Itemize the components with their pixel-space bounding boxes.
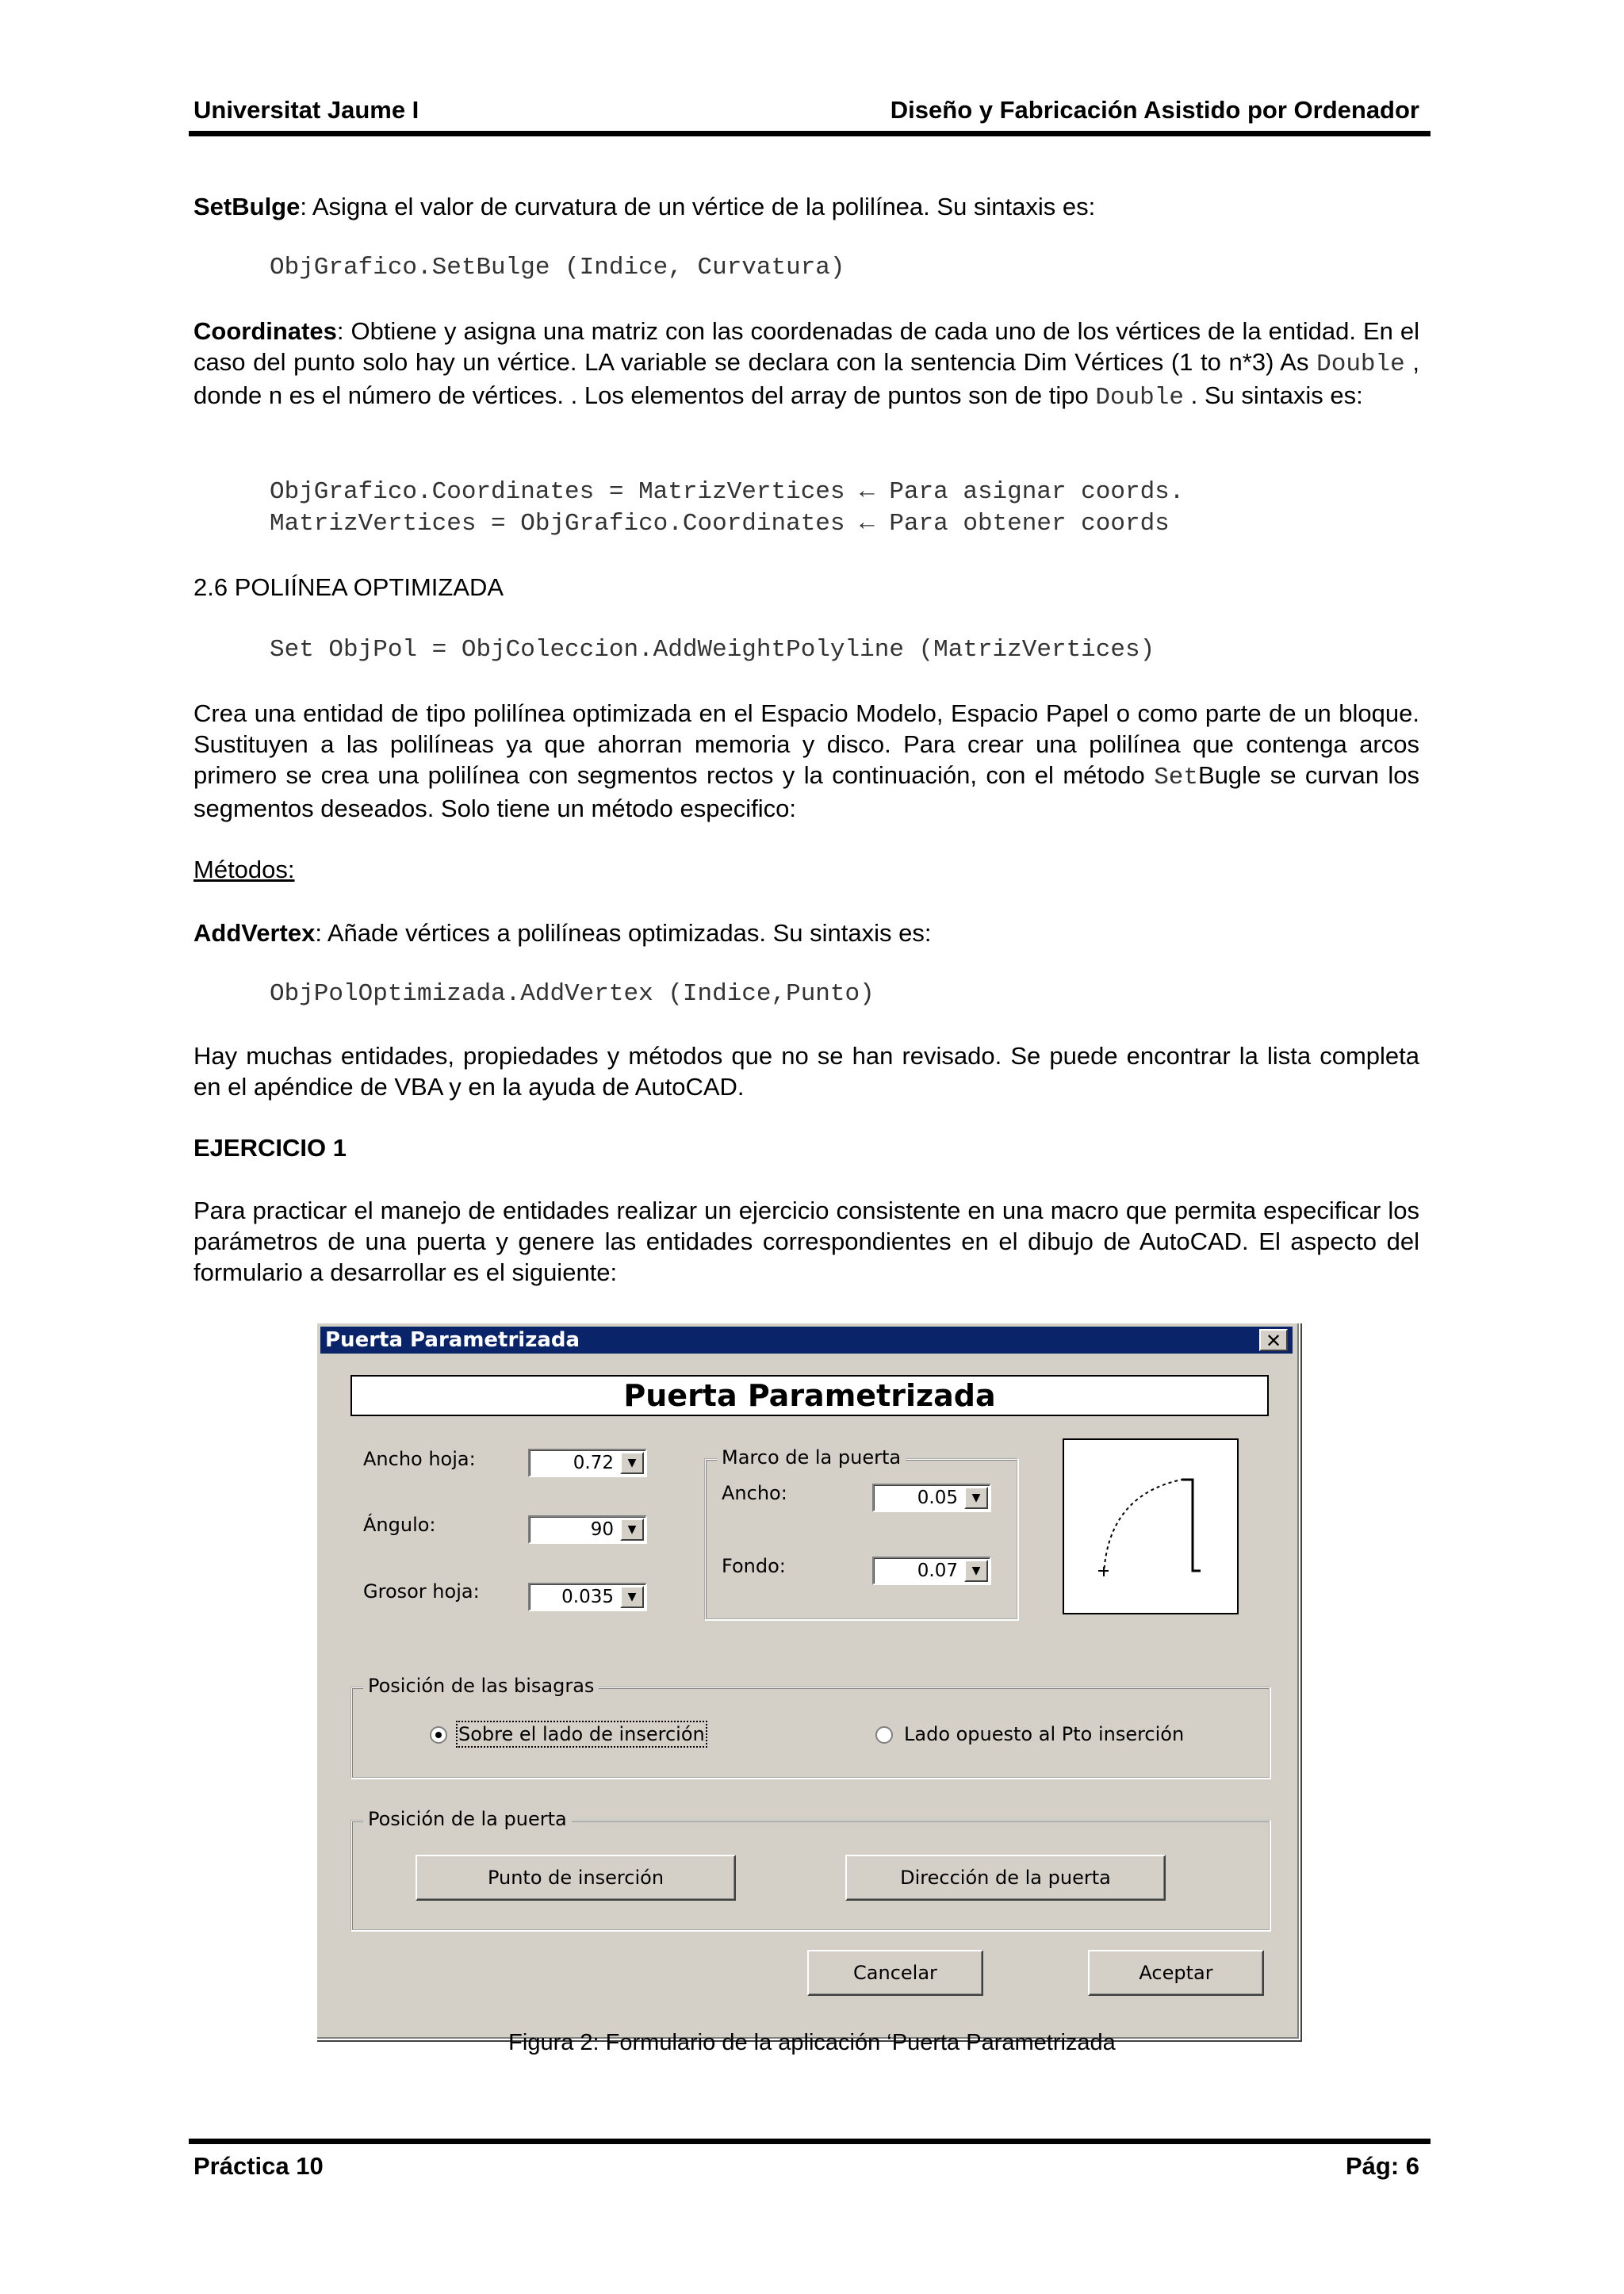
chevron-down-icon[interactable]: ▼ — [620, 1586, 644, 1608]
marco-group-label: Marco de la puerta — [717, 1446, 906, 1469]
grosor-label: Grosor hoja: — [363, 1580, 480, 1603]
addvertex-code: ObjPolOptimizada.AddVertex (Indice,Punto) — [270, 980, 875, 1008]
header-left: Universitat Jaume I — [193, 96, 419, 124]
dialog-titlebar — [320, 1327, 1293, 1354]
coordinates-paragraph — [193, 316, 1419, 413]
puerta-group — [350, 1808, 1270, 1931]
direccion-puerta-button[interactable]: Dirección de la puerta — [845, 1855, 1166, 1901]
footer-rule — [189, 2139, 1431, 2144]
section-code: Set ObjPol = ObjColeccion.AddWeightPolyline (MatrizVertices) — [270, 636, 1155, 664]
coordinates-code-2: MatrizVertices = ObjGrafico.Coordinates ← Para obtener coords — [270, 510, 1170, 538]
ancho-hoja-combo[interactable] — [528, 1449, 647, 1477]
bisagras-group-label: Posición de las bisagras — [363, 1675, 599, 1697]
addvertex-paragraph — [193, 917, 1419, 948]
close-button[interactable]: ✕ — [1259, 1329, 1288, 1351]
radio-sobre-lado[interactable] — [430, 1726, 447, 1744]
puerta-dialog — [316, 1322, 1300, 2040]
summary-paragraph: Hay muchas entidades, propiedades y métodos que no se han revisado. Se puede encontrar la lista completa en el apéndice de VBA y en la ayuda de AutoCAD. — [193, 1042, 1419, 1101]
accept-button[interactable]: Aceptar — [1088, 1950, 1264, 1996]
door-preview-icon — [1064, 1440, 1237, 1613]
marco-ancho-label: Ancho: — [722, 1482, 787, 1504]
grosor-value: 0.035 — [561, 1587, 614, 1607]
section-para1: Crea una entidad de tipo polilínea optimizada en el Espacio Modelo, Espacio Papel o como parte de un bloque. Sustituyen a las polilíneas ya que ahorran memoria y disco. Para crear una polilínea que contenga arcos primero se crea una polilínea con segmentos rectos y la continuación, con el método — [193, 699, 1419, 789]
coordinates-mono1: Double — [1316, 350, 1405, 378]
cancel-button[interactable]: Cancelar — [807, 1950, 983, 1996]
header-rule — [189, 131, 1431, 136]
marco-ancho-combo[interactable] — [872, 1484, 991, 1512]
angulo-combo[interactable] — [528, 1515, 647, 1544]
marco-fondo-combo[interactable] — [872, 1557, 991, 1585]
coordinates-term: Coordinates — [193, 317, 337, 345]
marco-group — [704, 1446, 1018, 1620]
addvertex-text: : Añade vértices a polilíneas optimizadas. Su sintaxis es: — [315, 919, 932, 947]
section-para1-end: Bugle se curvan los segmentos deseados. Solo tiene un método especifico: — [193, 761, 1420, 822]
setbulge-code: ObjGrafico.SetBulge (Indice, Curvatura) — [270, 254, 845, 281]
coordinates-code-1: ObjGrafico.Coordinates = MatrizVertices ← Para asignar coords. — [270, 478, 1185, 506]
chevron-down-icon[interactable]: ▼ — [620, 1518, 644, 1541]
ejercicio-heading: EJERCICIO 1 — [193, 1134, 347, 1162]
coordinates-text1: : Obtiene y asigna una matriz con las coordenadas de cada uno de los vértices de la entidad. En el caso del punto solo hay un vértice. LA variable se declara con la sentencia Dim Vértices (1 to n*3) As — [193, 317, 1419, 376]
coordinates-mono2: Double — [1095, 384, 1184, 412]
figure-caption: Figura 2: Formulario de la aplicación ‘Puerta Parametrizada — [508, 2030, 1116, 2055]
marco-fondo-value: 0.07 — [917, 1561, 958, 1581]
ancho-hoja-label: Ancho hoja: — [363, 1448, 476, 1470]
header-right: Diseño y Fabricación Asistido por Ordenador — [890, 96, 1419, 124]
section-paragraph — [193, 698, 1419, 824]
coordinates-text2: , donde n es el número de vértices. . Los elementos del array de puntos son de tipo — [193, 348, 1419, 409]
door-preview — [1063, 1438, 1239, 1614]
punto-insercion-button[interactable]: Punto de inserción — [416, 1855, 736, 1901]
dialog-big-title: Puerta Parametrizada — [350, 1375, 1269, 1416]
footer-right: Pág: 6 — [1345, 2152, 1419, 2180]
puerta-group-label: Posición de la puerta — [363, 1808, 572, 1830]
section-para1-mono: Set — [1154, 764, 1199, 791]
footer-left: Práctica 10 — [193, 2152, 324, 2180]
setbulge-paragraph — [193, 191, 1419, 222]
marco-fondo-label: Fondo: — [722, 1555, 786, 1577]
addvertex-term: AddVertex — [193, 919, 316, 947]
radio-sobre-lado-label[interactable]: Sobre el lado de inserción — [458, 1723, 705, 1745]
chevron-down-icon[interactable]: ▼ — [620, 1452, 644, 1474]
chevron-down-icon[interactable]: ▼ — [964, 1487, 988, 1509]
marco-ancho-value: 0.05 — [917, 1488, 958, 1508]
chevron-down-icon[interactable]: ▼ — [964, 1560, 988, 1582]
coordinates-text3: . Su sintaxis es: — [1183, 381, 1363, 409]
radio-lado-opuesto-label[interactable]: Lado opuesto al Pto inserción — [904, 1723, 1185, 1745]
setbulge-text: : Asigna el valor de curvatura de un vértice de la polilínea. Su sintaxis es: — [300, 193, 1096, 220]
bisagras-group — [350, 1675, 1270, 1779]
ejercicio-paragraph: Para practicar el manejo de entidades realizar un ejercicio consistente en una macro que permita especificar los parámetros de una puerta y genere las entidades correspondientes en el dibujo de AutoCAD. El aspecto del formulario a desarrollar es el siguiente: — [193, 1197, 1419, 1286]
setbulge-term: SetBulge — [193, 193, 301, 220]
dialog-title: Puerta Parametrizada — [325, 1328, 580, 1352]
metodos-heading: Métodos: — [193, 856, 295, 883]
section-heading: 2.6 POLIÍNEA OPTIMIZADA — [193, 573, 504, 601]
ancho-hoja-value: 0.72 — [573, 1453, 614, 1473]
radio-lado-opuesto[interactable] — [875, 1726, 893, 1744]
grosor-combo[interactable] — [528, 1583, 647, 1611]
angulo-label: Ángulo: — [363, 1514, 436, 1536]
angulo-value: 90 — [590, 1519, 614, 1540]
